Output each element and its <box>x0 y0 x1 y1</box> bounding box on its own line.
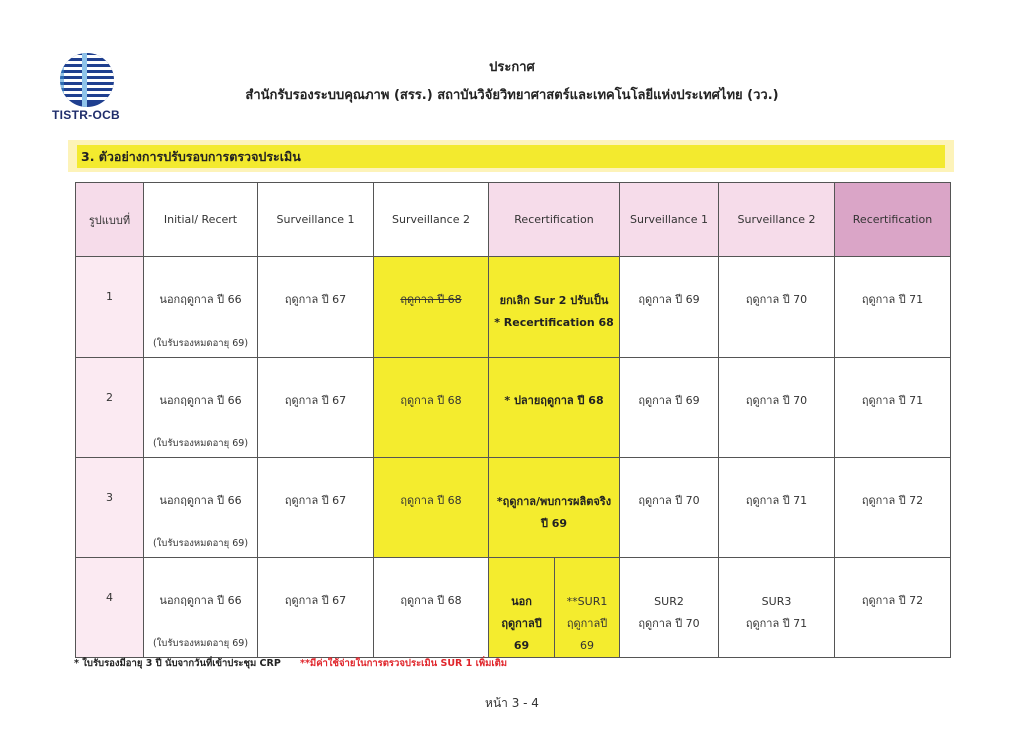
initial-cell: นอกฤดูกาล ปี 66 <box>159 594 242 607</box>
row-number: 4 <box>106 591 113 604</box>
row-number: 1 <box>106 290 113 303</box>
footnote-validity: * ใบรับรองมีอายุ 3 ปี นับจากวันที่เข้าประชุม CRP <box>74 658 281 669</box>
cert-expiry-note: (ใบรับรองหมดอายุ 69) <box>152 438 249 449</box>
table-row <box>76 458 951 558</box>
recertification-cell <box>489 491 619 535</box>
surveillance1-cell: ฤดูกาล ปี 67 <box>284 494 347 507</box>
recertification-cell: * ปลายฤดูกาล ปี 68 <box>504 394 604 407</box>
row-number: 2 <box>106 391 113 404</box>
surveillance1-cell: ฤดูกาล ปี 67 <box>284 594 347 607</box>
recert-line1: *ฤดูกาล/พบการผลิตจริง <box>496 495 612 508</box>
surveillance2-b-cell: ฤดูกาล ปี 71 <box>745 494 808 507</box>
footnote-extra-cost: **มีค่าใช้จ่ายในการตรวจประเมิน SUR 1 เพิ่มเติม <box>300 658 508 669</box>
recertification-b-cell: ฤดูกาล ปี 71 <box>861 394 924 407</box>
table-row <box>76 358 951 458</box>
initial-cell: นอกฤดูกาล ปี 66 <box>159 394 242 407</box>
split-a-line2: ฤดูกาลปี <box>501 617 542 630</box>
schedule-table <box>75 182 951 658</box>
surveillance1-b-cell <box>620 591 718 635</box>
col-header-type: รูปแบบที่ <box>76 183 144 257</box>
split-b-line2: ฤดูกาลปี <box>566 617 608 630</box>
table-row <box>76 558 951 658</box>
col-header-surveillance2: Surveillance 2 <box>374 183 489 257</box>
initial-cell: นอกฤดูกาล ปี 66 <box>159 494 242 507</box>
recert-line2: ปี 69 <box>540 517 568 530</box>
col-header-surveillance1: Surveillance 1 <box>258 183 374 257</box>
col-header-recertification: Recertification <box>489 183 620 257</box>
surveillance1-cell: ฤดูกาล ปี 67 <box>284 394 347 407</box>
page-number: หน้า 3 - 4 <box>485 696 539 710</box>
sur3-season: ฤดูกาล ปี 71 <box>745 617 808 630</box>
recertification-cell <box>489 290 619 334</box>
sur2-label: SUR2 <box>654 595 684 608</box>
col-header-recertification-b: Recertification <box>835 183 951 257</box>
recert-line2: * Recertification 68 <box>494 316 614 329</box>
surveillance2-cell: ฤดูกาล ปี 68 <box>400 394 462 407</box>
surveillance2-b-cell: ฤดูกาล ปี 70 <box>745 293 808 306</box>
initial-cell: นอกฤดูกาล ปี 66 <box>159 293 242 306</box>
split-a-line1: นอก <box>511 595 532 608</box>
page-title: ประกาศ <box>489 60 535 75</box>
cert-expiry-note: (ใบรับรองหมดอายุ 69) <box>152 638 249 649</box>
split-b-line3: 69 <box>580 639 594 652</box>
cert-expiry-note: (ใบรับรองหมดอายุ 69) <box>152 538 249 549</box>
surveillance1-b-cell: ฤดูกาล ปี 70 <box>638 494 700 507</box>
surveillance2-b-cell <box>719 591 834 635</box>
recert-split-sur1 <box>555 591 619 657</box>
surveillance1-b-cell: ฤดูกาล ปี 69 <box>638 394 700 407</box>
logo-text: TISTR-OCB <box>52 108 121 122</box>
recertification-b-cell: ฤดูกาล ปี 72 <box>861 494 924 507</box>
col-header-surveillance1-b: Surveillance 1 <box>620 183 719 257</box>
table-row <box>76 257 951 358</box>
recert-line1: ยกเลิก Sur 2 ปรับเป็น <box>499 294 609 307</box>
surveillance1-cell: ฤดูกาล ปี 67 <box>284 293 347 306</box>
sur3-label: SUR3 <box>761 595 792 608</box>
col-header-surveillance2-b: Surveillance 2 <box>719 183 835 257</box>
split-a-line3: 69 <box>513 639 530 652</box>
col-header-initial: Initial/ Recert <box>144 183 258 257</box>
surveillance2-b-cell: ฤดูกาล ปี 70 <box>745 394 808 407</box>
recertification-b-cell: ฤดูกาล ปี 71 <box>861 293 924 306</box>
row-number: 3 <box>106 491 113 504</box>
surveillance2-cell-cancelled: ฤดูกาล ปี 68 <box>400 293 462 306</box>
page-subtitle: สำนักรับรองระบบคุณภาพ (สรร.) สถาบันวิจัยวิทยาศาสตร์และเทคโนโลยีแห่งประเทศไทย (วว.) <box>245 88 779 103</box>
split-b-line1: **SUR1 <box>566 595 608 608</box>
surveillance2-cell: ฤดูกาล ปี 68 <box>400 594 462 607</box>
cert-expiry-note: (ใบรับรองหมดอายุ 69) <box>152 338 249 349</box>
surveillance1-b-cell: ฤดูกาล ปี 69 <box>638 293 700 306</box>
recertification-b-cell: ฤดูกาล ปี 72 <box>861 594 924 607</box>
section-heading: 3. ตัวอย่างการปรับรอบการตรวจประเมิน <box>77 145 945 168</box>
surveillance2-cell: ฤดูกาล ปี 68 <box>400 494 462 507</box>
recert-split-offseason <box>489 591 554 657</box>
sur2-season: ฤดูกาล ปี 70 <box>638 617 700 630</box>
